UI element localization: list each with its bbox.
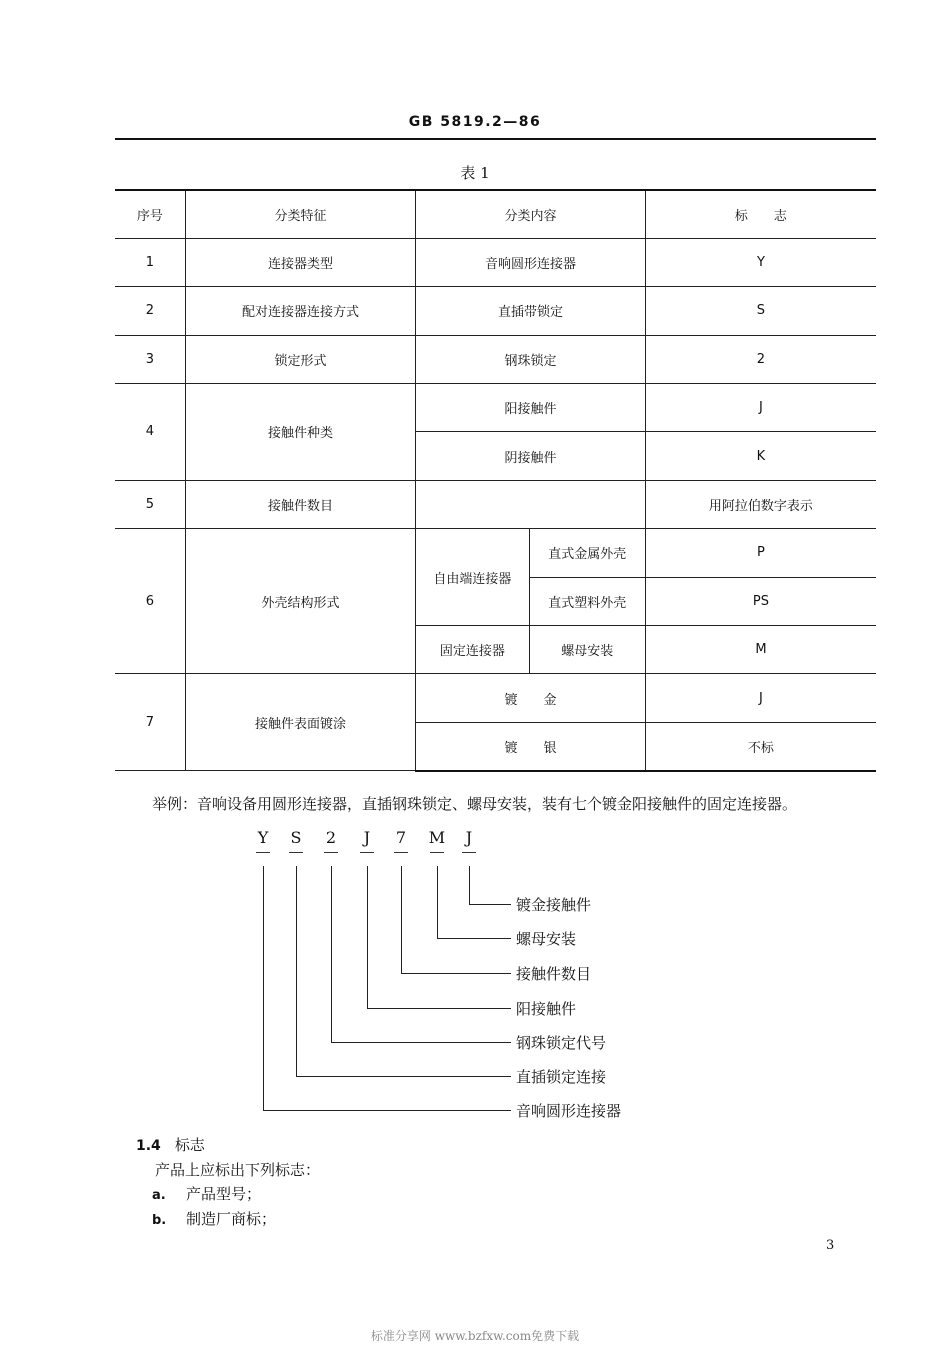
row-number: 4 — [115, 384, 185, 481]
connector-line — [263, 866, 264, 1110]
connector-line — [437, 938, 511, 939]
list-item-text: 制造厂商标； — [186, 1210, 277, 1228]
row-content: 直式金属外壳 — [529, 529, 645, 577]
row-mark: J — [645, 674, 876, 722]
row-feature: 锁定形式 — [185, 335, 416, 383]
header-cell: 分类特征 — [185, 190, 416, 238]
code-char: M — [428, 828, 446, 847]
table-header-row — [115, 190, 876, 238]
header-rule — [115, 138, 876, 140]
code-underline — [430, 852, 444, 853]
list-item — [152, 1208, 276, 1229]
row-content — [416, 480, 646, 528]
code-underline — [394, 852, 408, 853]
row-content: 钢珠锁定 — [416, 335, 646, 383]
code-char: J — [465, 828, 473, 847]
table-caption: 表 1 — [460, 164, 490, 182]
code-char: 2 — [325, 828, 337, 847]
connector-line — [401, 973, 511, 974]
row-group: 固定连接器 — [416, 626, 529, 674]
code-underline — [324, 852, 338, 853]
table-row — [115, 480, 876, 528]
connector-line — [469, 904, 511, 905]
row-mark: K — [645, 432, 876, 480]
table-row — [115, 238, 876, 286]
header-cell: 序号 — [115, 190, 185, 238]
table-row — [115, 335, 876, 383]
connector-line — [367, 1008, 511, 1009]
connector-line — [296, 1076, 511, 1077]
code-char: S — [290, 828, 302, 847]
row-content: 音响圆形连接器 — [416, 238, 646, 286]
list-item — [152, 1183, 261, 1204]
row-mark: J — [645, 384, 876, 432]
row-feature: 配对连接器连接方式 — [185, 287, 416, 335]
code-char: 7 — [395, 828, 407, 847]
code-label: 镀金接触件 — [516, 896, 592, 914]
connector-line — [263, 1110, 511, 1111]
section-number: 1.4 — [136, 1138, 161, 1154]
connector-line — [437, 866, 438, 938]
row-mark: P — [645, 529, 876, 577]
code-underline — [289, 852, 303, 853]
row-feature: 接触件种类 — [185, 384, 416, 481]
code-underline — [462, 852, 476, 853]
row-mark: PS — [645, 577, 876, 625]
row-mark: 用阿拉伯数字表示 — [645, 480, 876, 528]
code-label: 螺母安装 — [516, 930, 577, 948]
list-item-letter: b. — [152, 1213, 167, 1228]
connector-line — [331, 866, 332, 1042]
row-feature: 连接器类型 — [185, 238, 416, 286]
connector-line — [331, 1042, 511, 1043]
connector-line — [367, 866, 368, 1008]
header-cell: 分类内容 — [416, 190, 646, 238]
footer-text: 标准分享网 www.bzfxw.com免费下载 — [370, 1329, 580, 1343]
code-label: 接触件数目 — [516, 965, 592, 983]
code-label: 钢珠锁定代号 — [516, 1034, 607, 1052]
table-row — [115, 384, 876, 432]
code-label: 直插锁定连接 — [516, 1068, 607, 1086]
row-number: 1 — [115, 238, 185, 286]
row-number: 3 — [115, 335, 185, 383]
table-row — [115, 674, 876, 722]
row-feature: 接触件表面镀涂 — [185, 674, 416, 771]
page-number: 3 — [826, 1238, 835, 1253]
row-content: 阳接触件 — [416, 384, 646, 432]
row-content: 螺母安装 — [529, 626, 645, 674]
row-mark: M — [645, 626, 876, 674]
row-mark: 不标 — [645, 722, 876, 770]
row-feature: 外壳结构形式 — [185, 529, 416, 674]
example-text: 举例：音响设备用圆形连接器，直插钢珠锁定、螺母安装，装有七个镀金阳接触件的固定连接器。 — [152, 795, 798, 813]
code-underline — [256, 852, 270, 853]
document-code: GB 5819.2—86 — [408, 114, 542, 130]
table-row — [115, 529, 876, 577]
header-cell: 标 志 — [645, 190, 876, 238]
connector-line — [401, 866, 402, 973]
section-heading — [136, 1134, 205, 1155]
code-label: 音响圆形连接器 — [516, 1102, 622, 1120]
code-label: 阳接触件 — [516, 1000, 577, 1018]
code-underline — [360, 852, 374, 853]
row-mark: Y — [645, 238, 876, 286]
row-content: 镀 金 — [416, 674, 646, 722]
list-item-text: 产品型号； — [186, 1185, 262, 1203]
classification-table — [115, 189, 876, 772]
row-feature: 接触件数目 — [185, 480, 416, 528]
row-number: 5 — [115, 480, 185, 528]
row-content: 直插带锁定 — [416, 287, 646, 335]
row-group: 自由端连接器 — [416, 529, 529, 626]
row-mark: S — [645, 287, 876, 335]
list-item-letter: a. — [152, 1188, 166, 1203]
connector-line — [296, 866, 297, 1076]
row-number: 6 — [115, 529, 185, 674]
connector-line — [469, 866, 470, 904]
row-content: 直式塑料外壳 — [529, 577, 645, 625]
row-number: 2 — [115, 287, 185, 335]
row-content: 阴接触件 — [416, 432, 646, 480]
row-content: 镀 银 — [416, 722, 646, 770]
code-char: J — [363, 828, 371, 847]
row-number: 7 — [115, 674, 185, 771]
row-mark: 2 — [645, 335, 876, 383]
code-char: Y — [257, 828, 269, 847]
section-intro: 产品上应标出下列标志： — [155, 1161, 321, 1179]
section-title: 标志 — [174, 1136, 205, 1154]
table-row — [115, 287, 876, 335]
